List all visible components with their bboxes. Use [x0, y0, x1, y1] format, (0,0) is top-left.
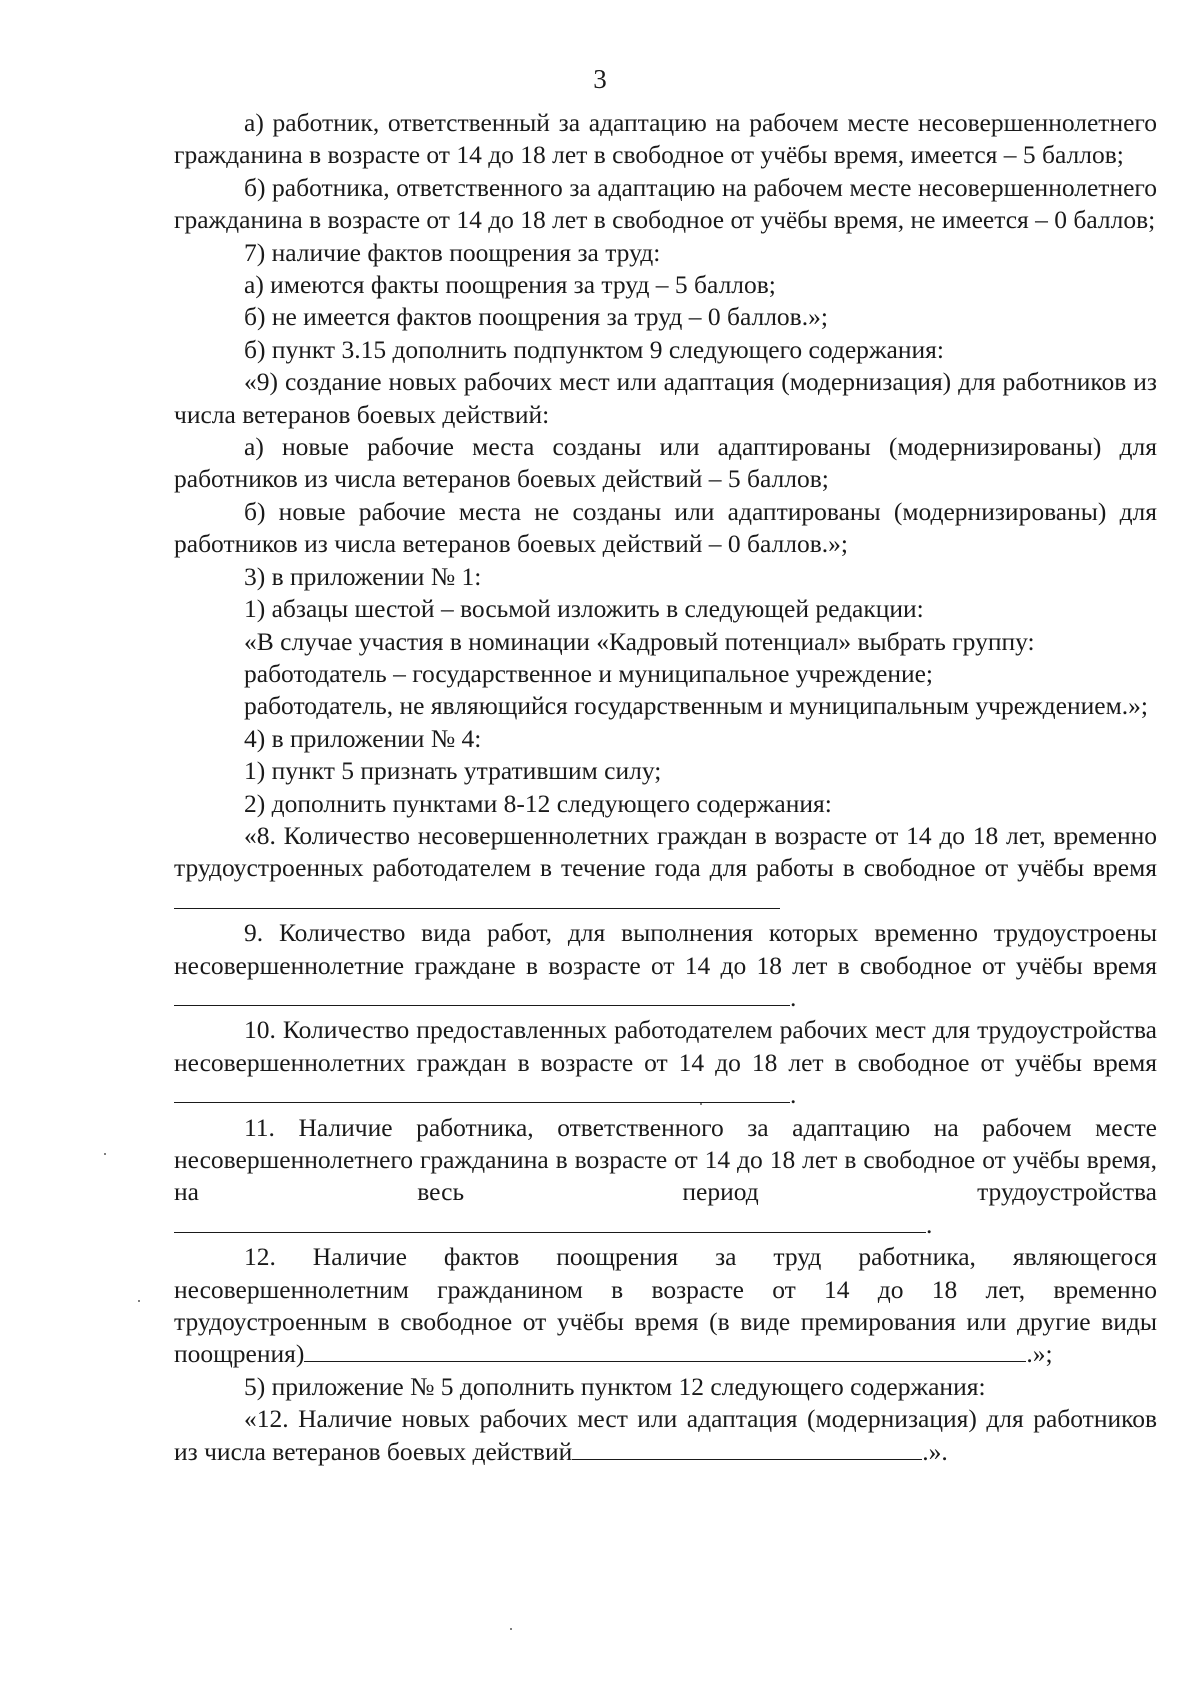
paragraph-group-state: работодатель – государственное и муниципальное учреждение; [244, 658, 934, 688]
form-item-8: «8. Количество несовершеннолетних граждан в возрасте от 14 до 18 лет, временно трудоустроенных работодателем в течение года для работы в свободное от учёбы время [174, 820, 1157, 917]
paragraph-nomination: «В случае участия в номинации «Кадровый потенциал» выбрать группу: [244, 626, 1035, 656]
fill-in-line [304, 1339, 1026, 1362]
fill-in-line [572, 1437, 922, 1460]
form-item-11: 11. Наличие работника, ответственного за адаптацию на рабочем месте несовершеннолетнего гражданина в возрасте от 14 до 18 лет в свободное от учёбы время, на весь период трудоустройства. [174, 1112, 1157, 1239]
paragraph-appendix-4-item-2: 2) дополнить пунктами 8-12 следующего содержания: [244, 788, 832, 818]
paragraph-group-nonstate: работодатель, не являющийся государственным и муниципальным учреждением.»; [244, 691, 1148, 721]
paragraph-1b: б) работника, ответственного за адаптацию на рабочем месте несовершеннолетнего гражданина в возрасте от 14 до 18 лет в свободное от учёбы время, не имеется – 0 баллов; [174, 172, 1157, 235]
scan-speck [138, 1300, 140, 1302]
scan-speck [510, 1628, 512, 1630]
paragraph-item-b-3-15: б) пункт 3.15 дополнить подпунктом 9 следующего содержания: [244, 334, 944, 364]
paragraph-appendix-1: 3) в приложении № 1: [244, 561, 482, 591]
scan-speck [700, 1103, 702, 1105]
fill-in-line [174, 1080, 790, 1103]
page-number: 3 [593, 64, 607, 94]
form-item-12: 12. Наличие фактов поощрения за труд работника, являющегося несовершеннолетним гражданином в возрасте от 14 до 18 лет, временно трудоустроенным в свободное от учёбы время (в виде премирования или другие виды поощрения) .»; [174, 1242, 1157, 1369]
fill-in-line [174, 983, 790, 1006]
paragraph-appendix-5: 5) приложение № 5 дополнить пунктом 12 следующего содержания: [244, 1371, 986, 1401]
paragraph-1a: а) работник, ответственный за адаптацию на рабочем месте несовершеннолетнего гражданина в возрасте от 14 до 18 лет в свободное от учёбы время, имеется – 5 баллов; [174, 108, 1157, 170]
paragraph-7-heading: 7) наличие фактов поощрения за труд: [244, 237, 661, 267]
paragraph-appendix-4-item-1: 1) пункт 5 признать утратившим силу; [244, 756, 662, 786]
fill-in-line [174, 1210, 926, 1233]
form-item-final-12: «12. Наличие новых рабочих мест или адаптация (модернизация) для работников из числа ветеранов боевых действий .». [174, 1404, 1157, 1466]
form-item-10: 10. Количество предоставленных работодателем рабочих мест для трудоустройства несовершеннолетних граждан в возрасте от 14 до 18 лет в свободное от учёбы время. [174, 1015, 1157, 1110]
paragraph-appendix-4: 4) в приложении № 4: [244, 723, 482, 753]
paragraph-7b: б) не имеется фактов поощрения за труд – 0 баллов.»; [244, 302, 828, 332]
paragraph-9a: а) новые рабочие места созданы или адаптированы (модернизированы) для работников из числа ветеранов боевых действий – 5 баллов; [174, 432, 1157, 494]
paragraph-9b: б) новые рабочие места не созданы или адаптированы (модернизированы) для работников из числа ветеранов боевых действий – 0 баллов.»; [174, 496, 1157, 559]
paragraph-appendix-1-item-1: 1) абзацы шестой – восьмой изложить в следующей редакции: [244, 594, 924, 624]
scan-speck [104, 1153, 106, 1155]
document-body [174, 107, 1157, 1468]
fill-in-line [174, 886, 780, 909]
form-item-9: 9. Количество вида работ, для выполнения которых временно трудоустроены несовершеннолетние граждане в возрасте от 14 до 18 лет в свободное от учёбы время. [174, 918, 1157, 1012]
paragraph-7a: а) имеются факты поощрения за труд – 5 баллов; [244, 270, 776, 300]
paragraph-9-heading: «9) создание новых рабочих мест или адаптация (модернизация) для работников из числа ветеранов боевых действий: [174, 367, 1157, 429]
